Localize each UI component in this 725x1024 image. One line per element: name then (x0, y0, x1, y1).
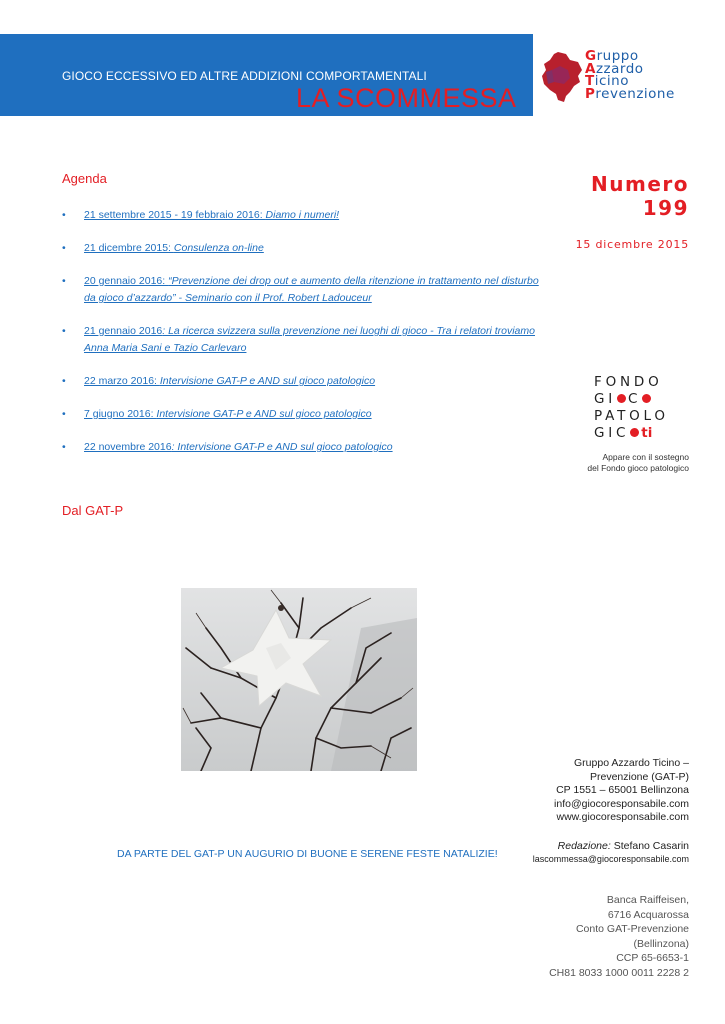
newsletter-title: LA SCOMMESSA (296, 83, 517, 113)
agenda-link[interactable]: 21 settembre 2015 - 19 febbraio 2016: Diamo i numeri! (84, 209, 340, 221)
bullet: • (62, 325, 66, 337)
agenda-heading: Agenda (62, 171, 107, 186)
bullet: • (62, 275, 66, 287)
logo-line-4: Prevenzione (585, 85, 675, 102)
logo-line-1: Gruppo (585, 48, 639, 64)
contact-website[interactable]: www.giocoresponsabile.com (556, 811, 689, 823)
logo-line-2: Azzardo (585, 60, 644, 77)
agenda-link[interactable]: 22 marzo 2016: Intervisione GAT-P e AND sul gioco patologico (84, 375, 376, 387)
bullet: • (62, 242, 66, 254)
redazione-block: Redazione: Stefano Casarin lascommessa@giocoresponsabile.com (532, 840, 689, 864)
agenda-link[interactable]: 22 novembre 2016: Intervisione GAT-P e AND sul gioco patologico (84, 441, 393, 453)
contact-email[interactable]: info@giocoresponsabile.com (554, 797, 689, 810)
agenda-link[interactable]: 21 dicembre 2015: Consulenza on-line (84, 242, 264, 254)
issue-value: 199 (642, 196, 689, 220)
bullet: • (62, 408, 66, 420)
issue-label: Numero (591, 172, 689, 196)
red-dot-icon (642, 394, 651, 403)
agenda-list (62, 207, 542, 472)
bullet: • (62, 375, 66, 387)
fondo-support-note: Appare con il sostegno del Fondo gioco patologico (587, 452, 689, 473)
agenda-link[interactable]: 7 giugno 2016: Intervisione GAT-P e AND sul gioco patologico (84, 408, 372, 420)
agenda-item[interactable] (62, 406, 542, 423)
issue-date: 15 dicembre 2015 (575, 238, 689, 251)
bank-details: Banca Raiffeisen, 6716 Acquarossa Conto GAT-Prevenzione (Bellinzona) CCP 65-6653-1 CH81 8033 1000 0011 2228 2 (549, 894, 689, 979)
agenda-item[interactable] (62, 439, 542, 456)
agenda-item[interactable] (62, 207, 542, 224)
holiday-greeting: DA PARTE DEL GAT-P UN AUGURIO DI BUONE E SERENE FESTE NATALIZIE! (117, 848, 498, 860)
agenda-link[interactable]: 21 gennaio 2016: La ricerca svizzera sulla prevenzione nei luoghi di gioco - Tra i relatori troviamo Anna Maria Sani e Tazio Carlevaro (84, 325, 535, 354)
agenda-link[interactable]: 20 gennaio 2016: “Prevenzione dei drop out e aumento della ritenzione in trattamento nel disturbo da gioco d’azzardo” - Seminario con il Prof. Robert Ladouceur (84, 275, 539, 304)
agenda-item[interactable] (62, 273, 542, 307)
redazione-email[interactable]: lascommessa@giocoresponsabile.com (532, 854, 689, 864)
bullet: • (62, 209, 66, 221)
red-dot-icon (617, 394, 626, 403)
fondo-gioco-logo: FONDO GI C PATOLO GIC ti (594, 374, 669, 441)
agenda-item[interactable] (62, 373, 542, 390)
red-dot-icon (630, 428, 639, 437)
snow-star-photo (181, 588, 417, 771)
contact-block: Gruppo Azzardo Ticino – Prevenzione (GAT-P) CP 1551 – 65001 Bellinzona info@giocoresponsabile.com www.giocoresponsabile.com (554, 757, 689, 823)
ticino-map-logo-icon (540, 50, 584, 104)
agenda-item[interactable] (62, 240, 542, 257)
logo-line-3: Ticino (585, 73, 629, 89)
gatp-logo-text (585, 50, 675, 100)
newsletter-subtitle: GIOCO ECCESSIVO ED ALTRE ADDIZIONI COMPORTAMENTALI (62, 69, 427, 83)
gatp-heading: Dal GAT-P (62, 503, 124, 518)
issue-number (591, 172, 689, 220)
agenda-item[interactable] (62, 323, 542, 357)
bullet: • (62, 441, 66, 453)
